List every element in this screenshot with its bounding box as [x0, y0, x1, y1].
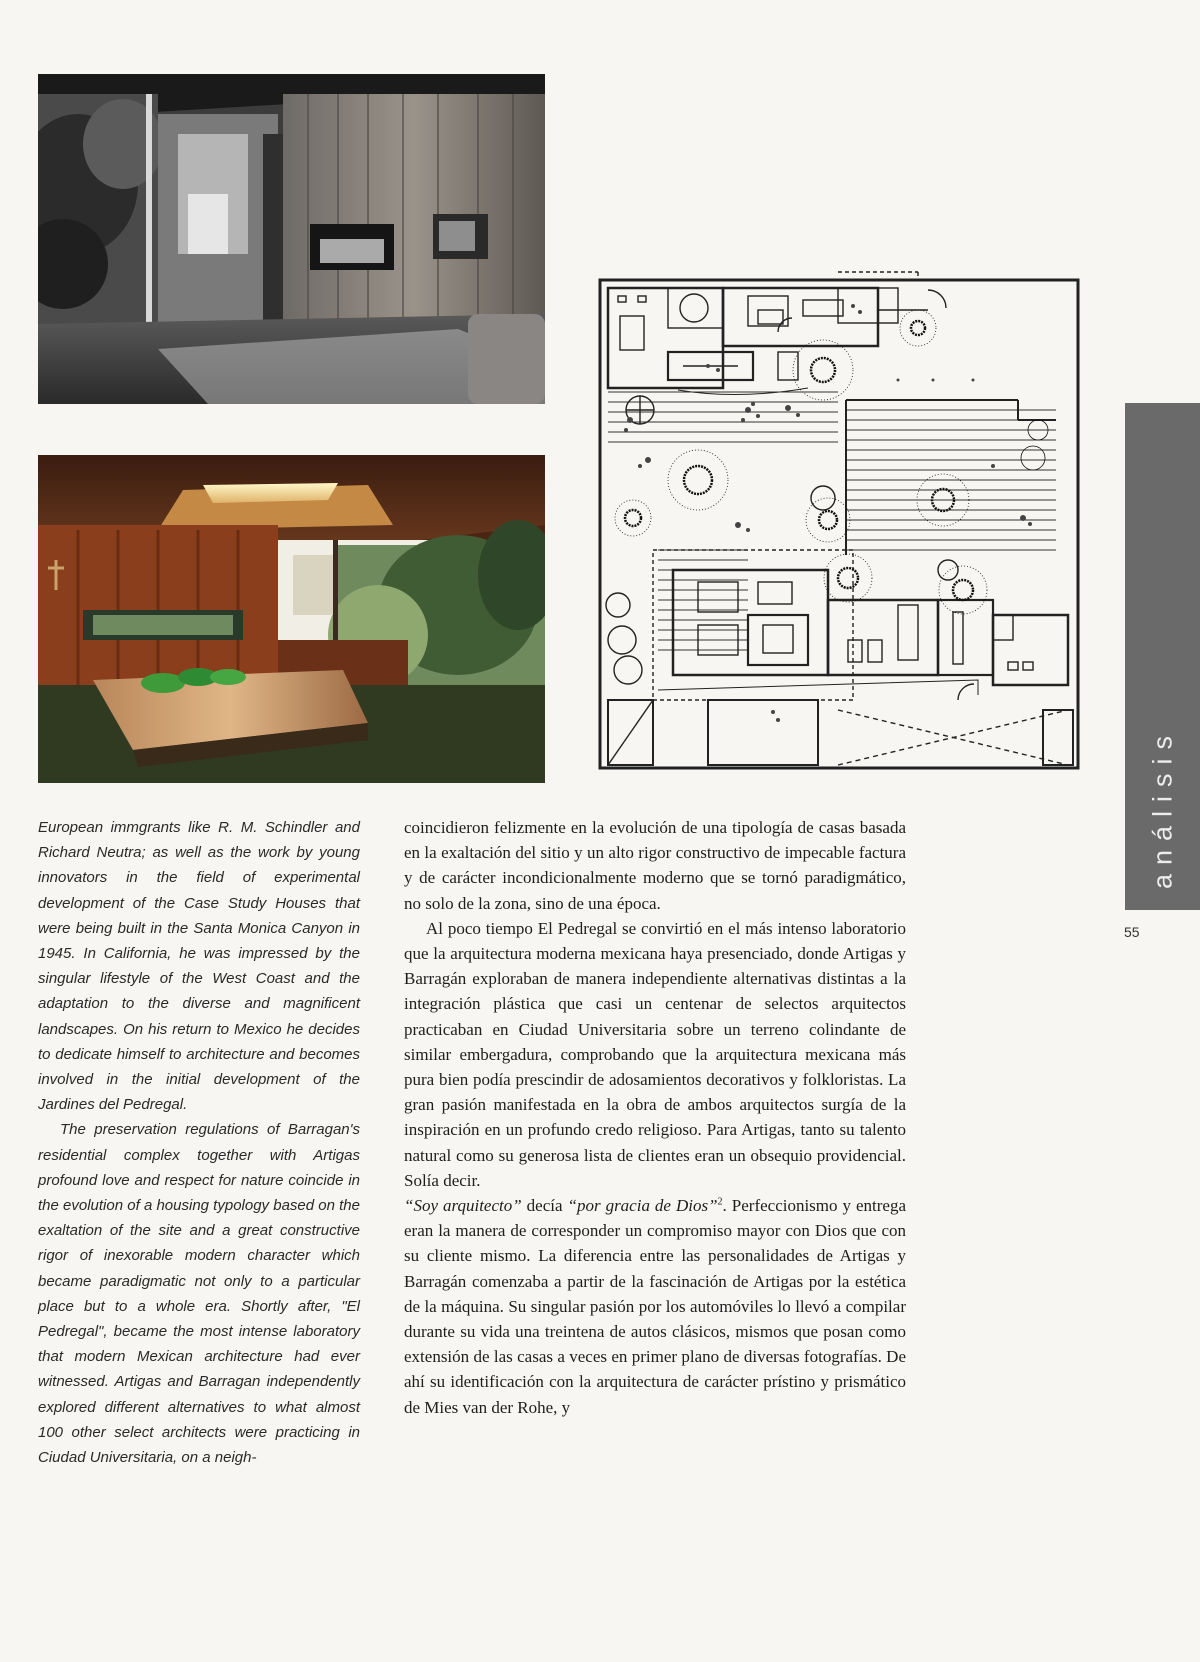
living-room-photo: [38, 74, 545, 404]
page-number: 55: [1124, 924, 1140, 940]
section-label: análisis: [1147, 726, 1177, 890]
spanish-paragraph-1: coincidieron felizmente en la evolución de una tipología de casas basada en la exaltación del sitio y un alto rigor constructivo de impecable factura y de carácter incondicionalmente moderno que se tornó paradigmático, no solo de la zona, sino de una época.: [404, 818, 906, 913]
footnote-marker: 2: [717, 1196, 723, 1208]
interior-bedroom-photo-icon: [38, 455, 545, 783]
interior-living-room-photo-icon: [38, 74, 545, 404]
spanish-paragraph-2-start: Al poco tiempo El Pedregal se convirtió en el más intenso laboratorio que la arquitectura moderna mexicana haya presenciado, donde Artigas y Barragán exploraban de manera independiente alternativas distintas a la integración plástica que casi un centenar de selectos arquitectos practicaban en Ciudad Universitaria sobre un terreno colindante de similar embergadura, comprobando que la arquitectura mexicana más pura bien podía prescindir de adosamientos decorativos y folkloristas. La gran pasión manifestada en la obra de ambos arquitectos surgía de la inspiración en un profundo credo religioso. Para Artigas, tanto su talento natural como su generosa lista de clientes eran un obsequio providencial. Solía decir.: [404, 918, 906, 1190]
spanish-paragraph-2: [404, 916, 906, 1420]
quote-soy-arquitecto: “Soy arquitecto”: [404, 1196, 522, 1216]
spanish-text-column: [404, 815, 906, 1420]
english-text-column: [38, 815, 360, 1470]
english-paragraph-1: European immgrants like R. M. Schindler and Richard Neutra; as well as the work by young innovators in the field of experimental development of the Case Study Houses that were being built in the Santa Monica Canyon in 1945. In California, he was impressed by the singular lifestyle of the West Coast and the adaptation to the diverse and magnificent landscapes. On his return to Mexico he decides to dedicate himself to architecture and becomes involved in the initial development of the Jardines del Pedregal.: [38, 819, 360, 1114]
word-decia: decía: [526, 1196, 563, 1216]
spanish-paragraph-2-end: . Perfeccionismo y entrega eran la manera de corresponder un compromiso mayor con Dios que con su cliente mismo. La diferencia entre las personalidades de Artigas y Barragán comenzaba a partir de la fascinación de Artigas por la estética de la máquina. Su singular pasión por los automóviles lo llevó a compilar durante su vida una treintena de autos clásicos, mismos que posan como extensión de las casas a veces en primer plano de diversas fotografías. De ahí su identificación con la arquitectura de carácter prístino y prismático de Mies van der Rohe, y: [404, 1196, 907, 1417]
house-floor-plan-drawing-icon: [598, 270, 1082, 785]
quote-por-gracia-de-dios: “por gracia de Dios”: [567, 1196, 718, 1216]
floor-plan: [598, 270, 1082, 785]
english-paragraph-2: The preservation regulations of Barragan's residential complex together with Artigas profound love and respect for nature coincide in the evolution of a housing typology based on the exaltation of the site and a great constructive rigor of inexorable modern character which became paradigmatic not only to a particular place but to a whole era. Shortly after, "El Pedregal", became the most intense laboratory that modern Mexican architecture had ever witnessed. Artigas and Barragan independently explored different alternatives to what almost 100 other select architects were practicing in Ciudad Universitaria, on a neigh-: [38, 1121, 360, 1467]
section-tab: [1125, 403, 1200, 910]
bedroom-photo: [38, 455, 545, 783]
